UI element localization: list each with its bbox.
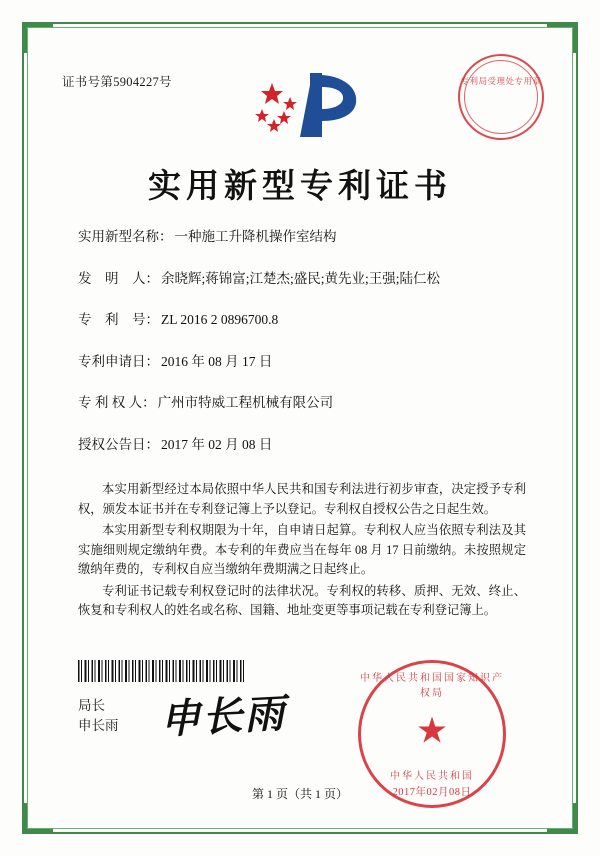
body-paragraph-2: 本实用新型专利权期限为十年，自申请日起算。专利权人应当依照专利法及其实施细则规定缴纳年费。本专利的年费应当在每年 08 月 17 日前缴纳。未按照规定缴纳年费的，专利权自应当缴纳年费期满之日起终止。: [78, 523, 526, 576]
field-patentee: [78, 394, 530, 412]
field-label: 授权公告日：: [78, 436, 159, 452]
patent-office-emblem-icon: [240, 65, 370, 155]
field-label: 实用新型名称：: [78, 229, 173, 244]
field-utility-model-name: [78, 228, 530, 246]
seal-top-right: [458, 54, 544, 140]
seal-arc-bottom-text: 中华人民共和国: [390, 771, 474, 782]
field-value: 2016 年 08 月 17 日: [161, 353, 273, 369]
certificate-content: [40, 40, 560, 816]
barcode: [78, 660, 246, 682]
legal-body-text: [78, 480, 526, 623]
seal-top-right-text: 专利局受理处专用章: [460, 76, 542, 86]
seal-date-text: 2017年02月08日: [392, 787, 472, 798]
field-value: ZL 2016 2 0896700.8: [161, 312, 279, 327]
body-paragraph-1: 本实用新型经过本局依照中华人民共和国专利法进行初步审查，决定授予专利权，颁发本证书并在专利登记簿上予以登记。专利权自授权公告之日起生效。: [78, 482, 526, 516]
page-footer: 第 1 页（共 1 页）: [251, 787, 348, 801]
field-value: 一种施工升降机操作室结构: [174, 229, 337, 244]
field-value: 2017 年 02 月 08 日: [161, 436, 273, 452]
field-list: [78, 228, 530, 477]
field-label: 专 利 权 人：: [78, 395, 156, 410]
signature-block: [78, 696, 119, 736]
field-patent-number: [78, 311, 530, 329]
director-title-label: 局长: [78, 698, 105, 713]
seal-arc-top-text: 中华人民共和国国家知识产权局: [360, 673, 504, 699]
page-title: 实用新型专利证书: [148, 166, 452, 205]
director-name-label: 申长雨: [78, 718, 119, 733]
handwritten-signature: 申长雨: [159, 689, 288, 744]
field-inventor: [78, 270, 530, 288]
field-value: 广州市特威工程机械有限公司: [157, 395, 334, 410]
field-grant-announcement-date: [78, 436, 530, 454]
field-label: 发 明 人：: [78, 270, 159, 286]
field-label: 专利申请日：: [78, 353, 159, 369]
emblem-star-icon: ★: [415, 710, 449, 751]
field-value: 余晓辉;蒋锦富;江楚杰;盛民;黄先业;王强;陆仁松: [161, 270, 441, 286]
field-label: 专 利 号：: [78, 312, 159, 327]
body-paragraph-3: 专利证书记载专利权登记时的法律状况。专利权的转移、质押、无效、终止、恢复和专利权人的姓名或名称、国籍、地址变更等事项记载在专利登记簿上。: [78, 583, 526, 617]
certificate-number: 证书号第5904227号: [62, 75, 172, 89]
field-application-date: [78, 353, 530, 371]
